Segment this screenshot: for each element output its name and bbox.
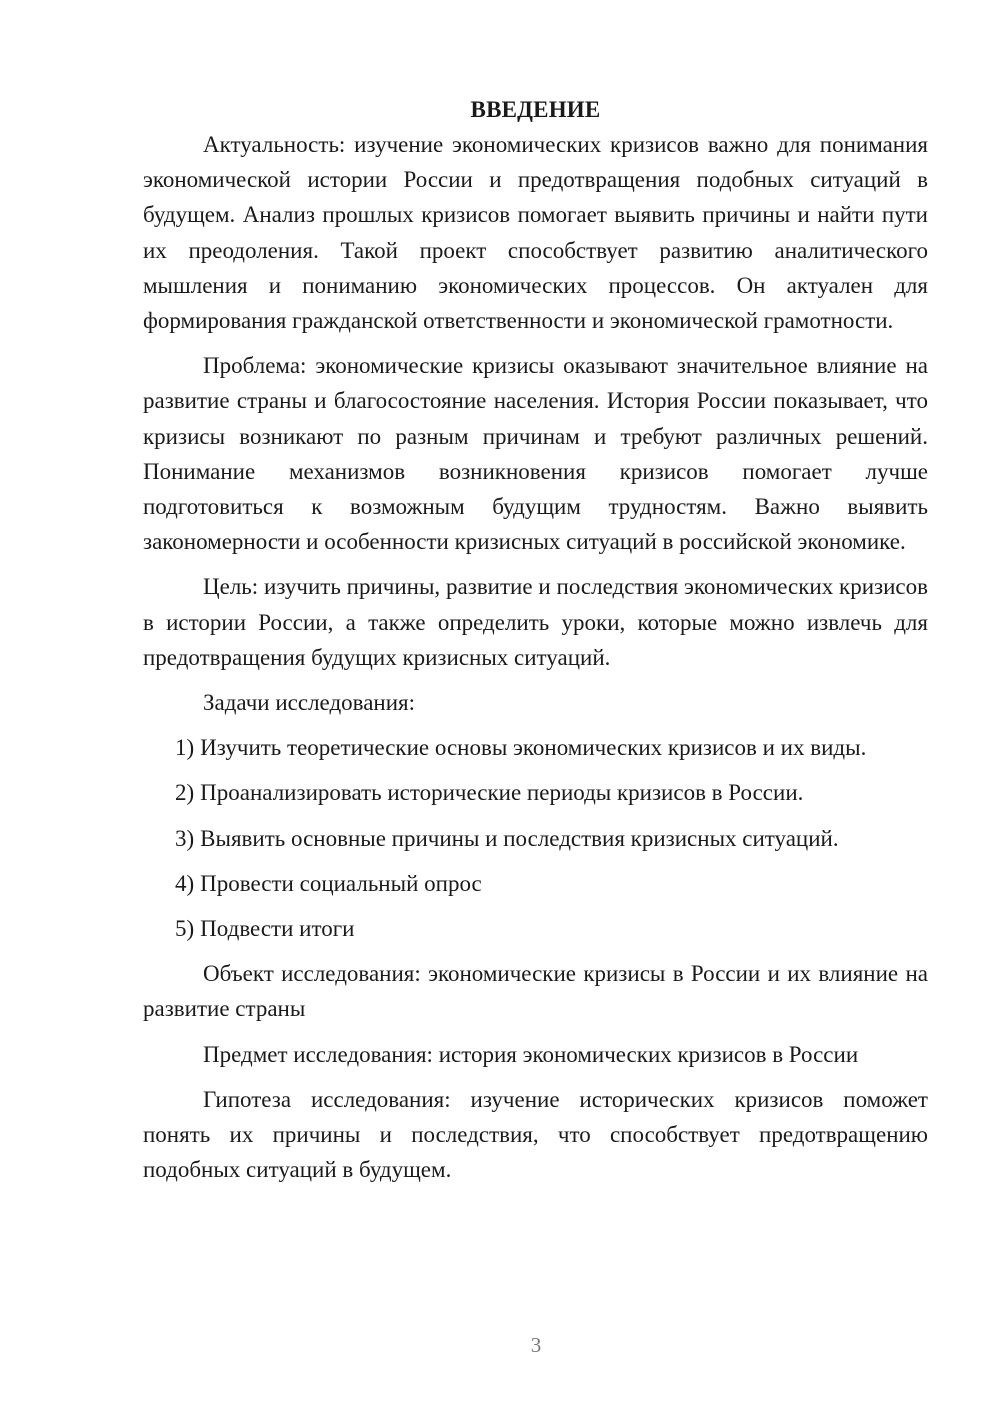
problem-paragraph: Проблема: экономические кризисы оказывают значительное влияние на развитие страны и благосостояние населения. История России показывает, что кризисы возникают по разным причинам и требуют различных решений. Понимание механизмов возникновения кризисов помогает лучше подготовиться к возможным будущим трудностям. Важно выявить закономерности и особенности кризисных ситуаций в российской экономике.: [143, 353, 928, 555]
list-item-text: Выявить основные причины и последствия кризисных ситуаций.: [200, 825, 839, 851]
list-item-number: 5): [175, 916, 195, 942]
list-item-number: 3): [175, 825, 195, 851]
tasks-heading: Задачи исследования:: [203, 690, 416, 716]
list-item-text: Подвести итоги: [200, 916, 355, 942]
page-title: ВВЕДЕНИЕ: [470, 97, 601, 122]
list-item-text: Проанализировать исторические периоды кризисов в России.: [200, 780, 804, 806]
list-item: [143, 911, 928, 946]
subject-paragraph: Предмет исследования: история экономических кризисов в России: [203, 1041, 859, 1067]
page-number: 3: [530, 1333, 542, 1357]
document-page: [143, 92, 928, 1197]
list-item-number: 2): [175, 780, 195, 806]
list-item-text: Изучить теоретические основы экономических кризисов и их виды.: [200, 735, 867, 761]
list-item: [143, 775, 928, 810]
object-paragraph: Объект исследования: экономические кризисы в России и их влияние на развитие страны: [143, 961, 928, 1022]
list-item-text: Провести социальный опрос: [200, 870, 482, 896]
list-item: [143, 730, 928, 765]
list-item-number: 1): [175, 735, 195, 761]
list-item-number: 4): [175, 870, 195, 896]
list-item: [143, 866, 928, 901]
list-item: [143, 821, 928, 856]
tasks-list: [143, 730, 928, 946]
goal-paragraph: Цель: изучить причины, развитие и последствия экономических кризисов в истории России, а также определить уроки, которые можно извлечь для предотвращения будущих кризисных ситуаций.: [143, 574, 928, 670]
hypothesis-paragraph: Гипотеза исследования: изучение исторических кризисов поможет понять их причины и последствия, что способствует предотвращению подобных ситуаций в будущем.: [143, 1086, 928, 1183]
relevance-paragraph: Актуальность: изучение экономических кризисов важно для понимания экономической истории России и предотвращения подобных ситуаций в будущем. Анализ прошлых кризисов помогает выявить причины и найти пути их преодоления. Такой проект способствует развитию аналитического мышления и пониманию экономических процессов. Он актуален для формирования гражданской ответственности и экономической грамотности.: [143, 132, 928, 334]
